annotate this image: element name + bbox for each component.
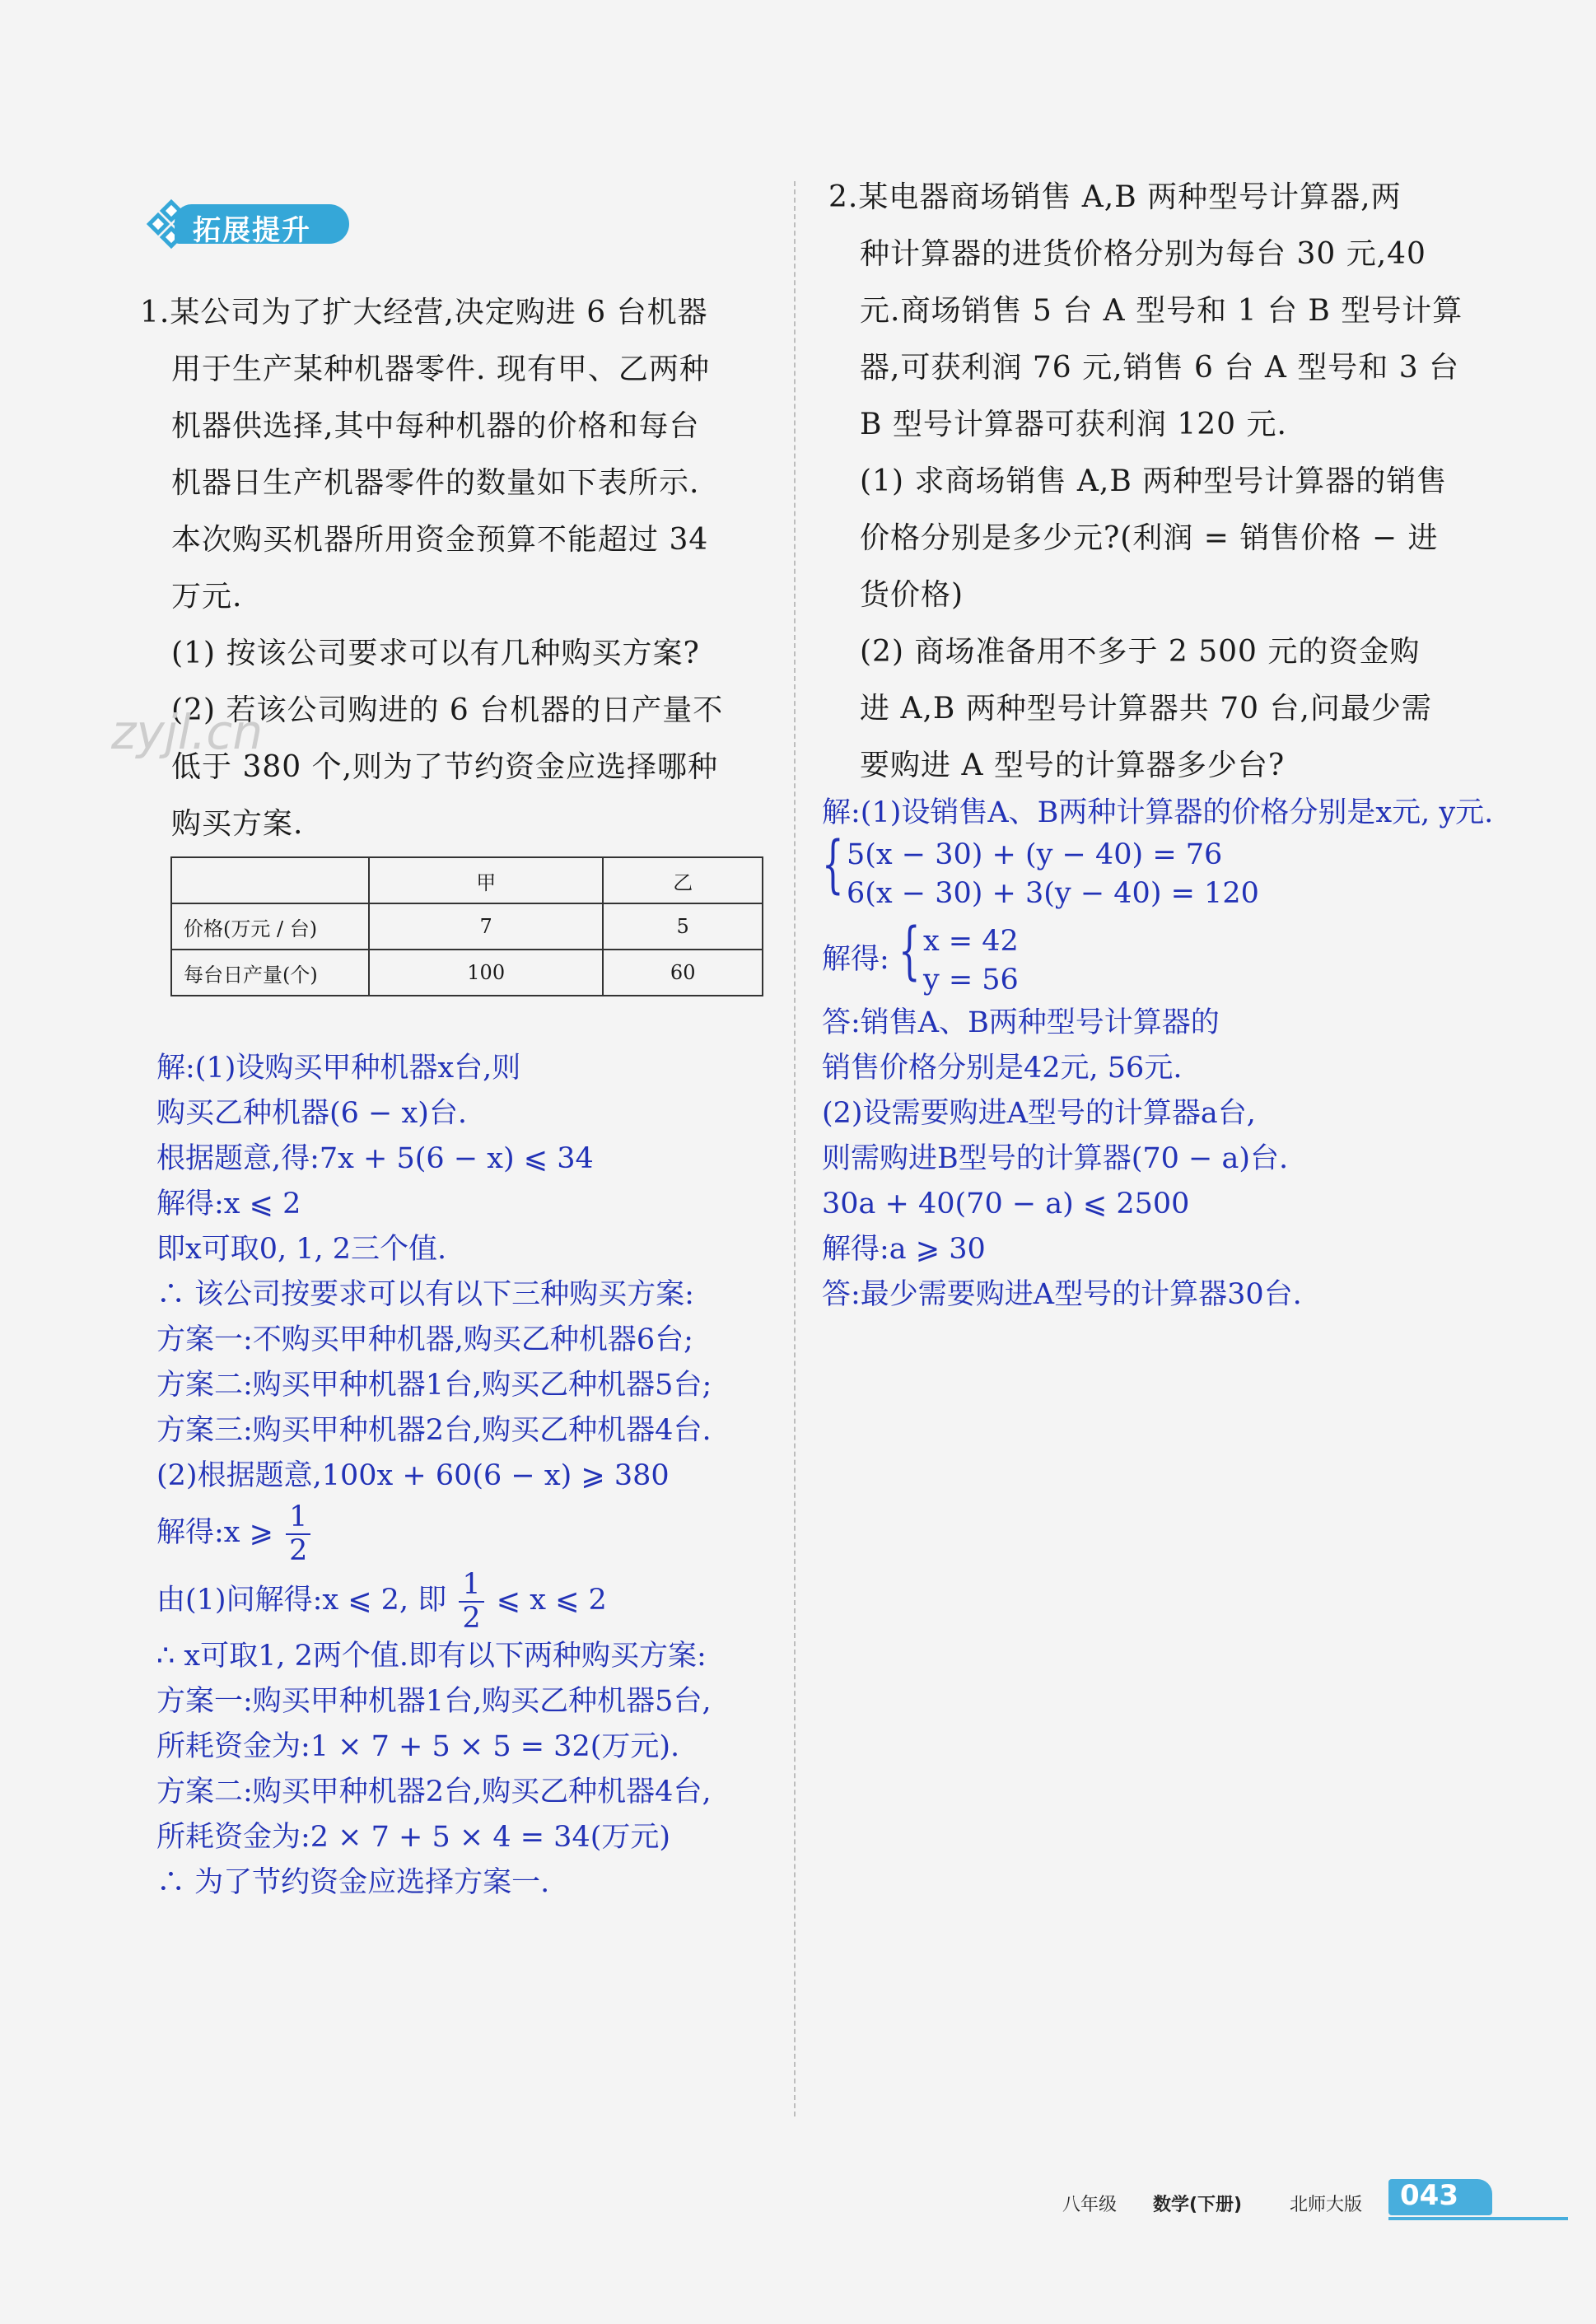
equation-system bbox=[822, 827, 1259, 913]
question-line: (2) 商场准备用不多于 2 500 元的资金购 bbox=[860, 635, 1421, 669]
footer-subject: 数学(下册) bbox=[1153, 2195, 1243, 2215]
question-line: 2.某电器商场销售 A,B 两种型号计算器,两 bbox=[828, 180, 1402, 214]
question-line: 机器日生产机器零件的数量如下表所示. bbox=[171, 466, 700, 500]
fraction-numerator: 1 bbox=[459, 1570, 483, 1603]
page-number: 043 bbox=[1400, 2179, 1458, 2212]
question-line: 价格分别是多少元?(利润 = 销售价格 − 进 bbox=[860, 521, 1439, 555]
equation: 6(x − 30) + 3(y − 40) = 120 bbox=[847, 877, 1259, 910]
answer-line: 答:销售A、B两种型号计算器的 bbox=[822, 1006, 1220, 1039]
table-cell: 100 bbox=[369, 950, 603, 996]
equation: y = 56 bbox=[922, 963, 1019, 996]
section-badge bbox=[142, 198, 356, 250]
table-cell: 每台日产量(个) bbox=[171, 950, 369, 996]
question-line: 机器供选择,其中每种机器的价格和每台 bbox=[171, 409, 700, 443]
answer-line: 方案一:不购买甲种机器,购买乙种机器6台; bbox=[156, 1323, 693, 1356]
answer-line: 方案二:购买甲种机器1台,购买乙种机器5台; bbox=[156, 1369, 712, 1402]
answer-line bbox=[822, 912, 1493, 1001]
answer-1 bbox=[156, 1046, 712, 1906]
question-line: 种计算器的进货价格分别为每台 30 元,40 bbox=[860, 237, 1426, 271]
question-line: (1) 求商场销售 A,B 两种型号计算器的销售 bbox=[860, 464, 1448, 498]
table-cell: 5 bbox=[603, 903, 763, 950]
question-line: 要购进 A 型号的计算器多少台? bbox=[860, 749, 1286, 782]
table-header-cell bbox=[171, 857, 369, 903]
question-1 bbox=[140, 284, 766, 852]
answer-line: 方案三:购买甲种机器2台,购买乙种机器4台. bbox=[156, 1414, 712, 1447]
answer-line: 根据题意,得:7x + 5(6 − x) ⩽ 34 bbox=[156, 1142, 594, 1175]
answer-line bbox=[156, 1499, 712, 1566]
table-row bbox=[171, 903, 763, 950]
section-title: 拓展提升 bbox=[193, 214, 311, 247]
answer-line: 所耗资金为:1 × 7 + 5 × 5 = 32(万元). bbox=[156, 1730, 680, 1763]
question-line: B 型号计算器可获利润 120 元. bbox=[860, 408, 1287, 441]
answer-line bbox=[822, 827, 1493, 918]
question-line: 元.商场销售 5 台 A 型号和 1 台 B 型号计算 bbox=[860, 294, 1463, 328]
question-line: (2) 若该公司购进的 6 台机器的日产量不 bbox=[171, 693, 724, 727]
table-cell: 60 bbox=[603, 950, 763, 996]
answer-line: 解:(1)设购买甲种机器x台,则 bbox=[156, 1052, 521, 1085]
footer-grade: 八年级 bbox=[1062, 2195, 1118, 2215]
brace-icon: { bbox=[898, 912, 921, 987]
answer-line: 购买乙种机器(6 − x)台. bbox=[156, 1097, 468, 1130]
answer-line bbox=[156, 1566, 712, 1634]
question-2 bbox=[828, 169, 1487, 794]
answer-line: ∴ x可取1, 2两个值.即有以下两种购买方案: bbox=[156, 1640, 707, 1673]
answer-line: 即x可取0, 1, 2三个值. bbox=[156, 1233, 447, 1266]
question-line: 低于 380 个,则为了节约资金应选择哪种 bbox=[171, 750, 719, 784]
answer-line: 销售价格分别是42元, 56元. bbox=[822, 1052, 1183, 1085]
question-line: 进 A,B 两种型号计算器共 70 台,问最少需 bbox=[860, 692, 1432, 726]
question-line: 用于生产某种机器零件. 现有甲、乙两种 bbox=[171, 352, 710, 386]
table-header-cell: 甲 bbox=[369, 857, 603, 903]
answer-line: 方案一:购买甲种机器1台,购买乙种机器5台, bbox=[156, 1685, 712, 1718]
fraction-numerator: 1 bbox=[286, 1503, 310, 1535]
question-line: 1.某公司为了扩大经营,决定购进 6 台机器 bbox=[140, 296, 708, 329]
machine-table bbox=[170, 856, 763, 996]
question-line: 购买方案. bbox=[171, 807, 304, 841]
answer-line: 解得:a ⩾ 30 bbox=[822, 1233, 986, 1266]
answer-line: ∴ 为了节约资金应选择方案一. bbox=[156, 1866, 550, 1899]
table-cell: 7 bbox=[369, 903, 603, 950]
question-line: 本次购买机器所用资金预算不能超过 34 bbox=[171, 523, 709, 557]
equation: x = 42 bbox=[922, 924, 1019, 958]
solution-system bbox=[898, 912, 1019, 1000]
fraction-denominator: 2 bbox=[462, 1601, 481, 1635]
answer-line: 则需购进B型号的计算器(70 − a)台. bbox=[822, 1142, 1289, 1175]
answer-line: 解得:x ⩽ 2 bbox=[156, 1188, 301, 1220]
watermark: zyjl.cn bbox=[111, 704, 264, 760]
answer-line: 所耗资金为:2 × 7 + 5 × 4 = 34(万元) bbox=[156, 1821, 671, 1854]
answer-2 bbox=[822, 791, 1493, 1318]
table-row bbox=[171, 950, 763, 996]
equation: 5(x − 30) + (y − 40) = 76 bbox=[847, 838, 1223, 871]
table-header-cell: 乙 bbox=[603, 857, 763, 903]
answer-text: 解得: bbox=[822, 943, 889, 976]
footer-rule bbox=[1388, 2217, 1568, 2220]
answer-line: (2)根据题意,100x + 60(6 − x) ⩾ 380 bbox=[156, 1459, 670, 1492]
question-line: 器,可获利润 76 元,销售 6 台 A 型号和 3 台 bbox=[860, 351, 1460, 385]
answer-text: 解得:x ⩾ bbox=[156, 1516, 273, 1549]
table-header-row bbox=[171, 857, 763, 903]
answer-line: 30a + 40(70 − a) ⩽ 2500 bbox=[822, 1188, 1190, 1220]
column-divider bbox=[794, 181, 796, 2116]
answer-line: 解:(1)设销售A、B两种计算器的价格分别是x元, y元. bbox=[822, 796, 1494, 829]
table-cell: 价格(万元 / 台) bbox=[171, 903, 369, 950]
answer-line: ∴ 该公司按要求可以有以下三种购买方案: bbox=[156, 1278, 694, 1311]
fraction-denominator: 2 bbox=[289, 1533, 308, 1567]
footer-edition: 北师大版 bbox=[1290, 2195, 1363, 2215]
fraction bbox=[459, 1567, 483, 1635]
answer-text: ⩽ x ⩽ 2 bbox=[496, 1584, 607, 1617]
question-line: 货价格) bbox=[860, 578, 964, 612]
fraction bbox=[286, 1500, 310, 1567]
brace-icon: { bbox=[822, 827, 844, 900]
answer-line: (2)设需要购进A型号的计算器a台, bbox=[822, 1097, 1256, 1130]
page-footer bbox=[1062, 2174, 1573, 2224]
answer-line: 答:最少需要购进A型号的计算器30台. bbox=[822, 1278, 1302, 1311]
answer-text: 由(1)问解得:x ⩽ 2, 即 bbox=[156, 1584, 447, 1617]
question-line: 万元. bbox=[171, 580, 243, 614]
answer-line: 方案二:购买甲种机器2台,购买乙种机器4台, bbox=[156, 1776, 712, 1808]
question-line: (1) 按该公司要求可以有几种购买方案? bbox=[171, 637, 700, 670]
